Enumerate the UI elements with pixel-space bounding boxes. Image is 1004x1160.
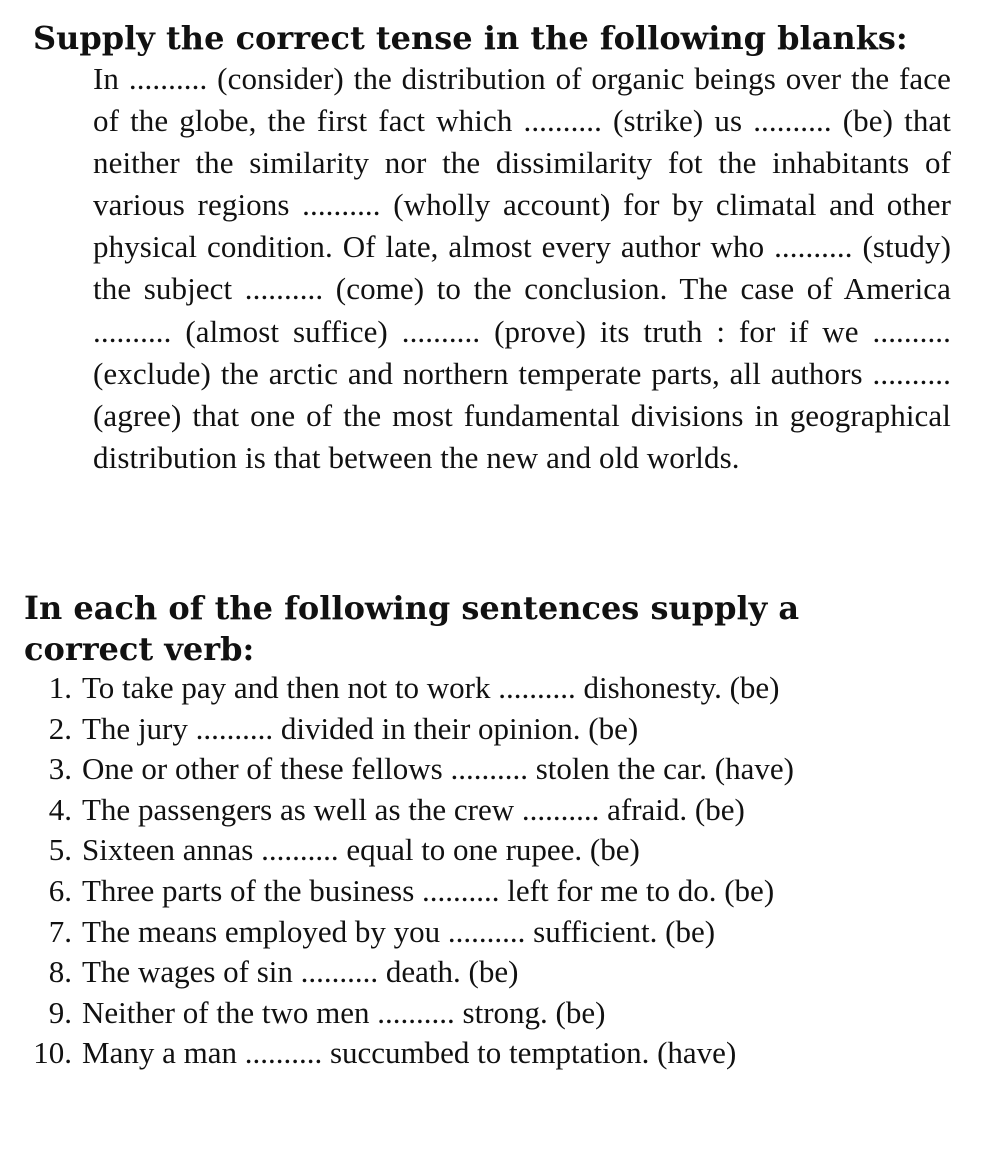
item-text: One or other of these fellows .......... stolen the car. (have)	[82, 751, 794, 787]
section-2-heading: In each of the following sentences supply a correct verb:	[24, 589, 800, 668]
item-number: 3.	[48, 751, 72, 787]
item-text: The passengers as well as the crew .......... afraid. (be)	[82, 791, 745, 827]
item-number: 1.	[48, 670, 72, 705]
item-text: The jury .......... divided in their opinion. (be)	[82, 710, 639, 746]
list-item	[0, 993, 902, 1034]
list-item	[0, 830, 902, 871]
item-number: 4.	[48, 791, 72, 827]
item-number: 10.	[33, 1035, 72, 1071]
sentence-list	[0, 668, 1004, 1074]
list-item	[0, 709, 902, 750]
list-item	[0, 790, 902, 831]
item-text: Many a man .......... succumbed to temptation. (have)	[82, 1035, 737, 1071]
item-number: 9.	[48, 994, 72, 1030]
item-text: The means employed by you .......... sufficient. (be)	[82, 913, 716, 949]
item-text: Three parts of the business .......... left for me to do. (be)	[82, 872, 775, 908]
item-number: 6.	[48, 872, 72, 908]
list-item	[0, 749, 902, 790]
section-1-heading: Supply the correct tense in the following blanks:	[33, 19, 908, 57]
item-text: Sixteen annas .......... equal to one rupee. (be)	[82, 832, 640, 868]
item-text: Neither of the two men .......... strong. (be)	[82, 994, 606, 1030]
passage-text: In .......... (consider) the distribution of organic beings over the face of the globe, the first fact which .......... (strike) us .......... (be) that neither the similarity nor the dissimilarity fot the inhabitants of various regions .......... (wholly account) for by climatal and other physical condition. Of late, almost every author who .......... (study) the subject .......... (come) to the conclusion. The case of America .......... (almost suffice) .......... (prove) its truth : for if we .......... (exclude) the arctic and northern temperate parts, all authors .......... (agree) that one of the most fundamental divisions in geographical distribution is that between the new and old worlds.	[93, 61, 951, 475]
list-item	[0, 668, 902, 709]
list-item	[0, 1033, 902, 1074]
item-number: 5.	[48, 832, 72, 868]
list-item	[0, 952, 902, 993]
item-number: 8.	[48, 954, 72, 990]
item-text: To take pay and then not to work .......... dishonesty. (be)	[82, 670, 780, 705]
item-text: The wages of sin .......... death. (be)	[82, 954, 519, 990]
item-number: 2.	[48, 710, 72, 746]
item-number: 7.	[48, 913, 72, 949]
list-item	[0, 912, 902, 953]
list-item	[0, 871, 902, 912]
